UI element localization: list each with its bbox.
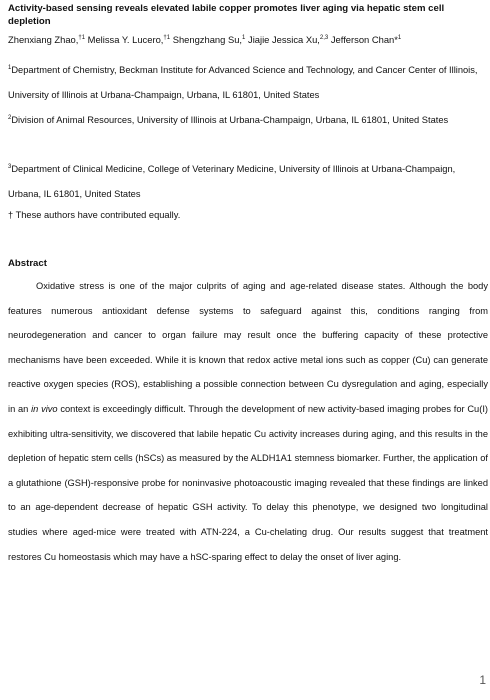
author-affiliation-mark: 2,3 [319,35,329,41]
paper-title: Activity-based sensing reveals elevated labile copper promotes liver aging via hepatic stem cell depletion [8,3,445,27]
affiliation-3 [8,157,486,207]
author-name: Jefferson Chan* [330,34,398,45]
author-affiliation-mark: †1 [163,35,171,41]
page-number: 1 [479,673,486,687]
affiliation-text: Division of Animal Resources, University of Illinois at Urbana-Champaign, Urbana, IL 61801, United States [11,115,449,125]
abstract-italic-term: in vivo [31,403,58,414]
abstract-text: Oxidative stress is one of the major culprits of aging and age-related disease states. Although the body features numerous antioxidant defense systems to safeguard against this, conditions ranging from neurodegeneration and cancer to organ failure may result once the buffering capacity of these protective mechanisms have been exceeded. While it is known that redox active metal ions such as copper (Cu) can generate reactive oxygen species (ROS), establishing a possible connection between Cu dysregulation and aging, especially in an [8,281,488,414]
affiliation-1 [8,58,486,108]
affiliation-mark: 3 [8,164,12,170]
affiliation-mark: 2 [8,115,12,121]
abstract-heading: Abstract [8,258,47,269]
author-name: Jiajie Jessica Xu, [248,34,320,45]
author-list [8,34,486,46]
author-affiliation-mark: 1 [242,35,246,41]
abstract-text: context is exceedingly difficult. Through the development of new activity-based imaging probes for Cu(I) exhibiting ultra-sensitivity, we discovered that labile hepatic Cu activity increases during aging, and this results in the depletion of hepatic stem cells (hSCs) as measured by the ALDH1A1 stemness biomarker. Further, the application of a glutathione (GSH)-responsive probe for noninvasive photoacoustic imaging revealed that these findings are linked to an age-dependent decrease of hepatic GSH activity. To delay this phenotype, we designed two longitudinal studies where aged-mice were treated with ATN-224, a Cu-chelating drug. Our results suggest that treatment restores Cu homeostasis which may have a hSC-sparing effect to delay the onset of liver aging. [8,403,488,562]
affiliation-2 [8,108,486,133]
abstract-body [8,274,488,569]
affiliation-text: Department of Clinical Medicine, College of Veterinary Medicine, University of Illinois at Urbana-Champaign, Urbana, IL 61801, United States [8,164,456,199]
author-affiliation-mark: †1 [78,35,86,41]
author-name: Zhenxiang Zhao, [8,34,79,45]
affiliation-text: Department of Chemistry, Beckman Institute for Advanced Science and Technology, and Cancer Center of Illinois, University of Illinois at Urbana-Champaign, Urbana, IL 61801, United States [8,65,478,100]
equal-contribution-note: † These authors have contributed equally. [8,210,181,220]
author-affiliation-mark: 1 [397,35,402,41]
author-name: Melissa Y. Lucero, [87,34,164,45]
affiliation-mark: 1 [8,65,12,71]
author-name: Shengzhang Su, [172,34,243,45]
